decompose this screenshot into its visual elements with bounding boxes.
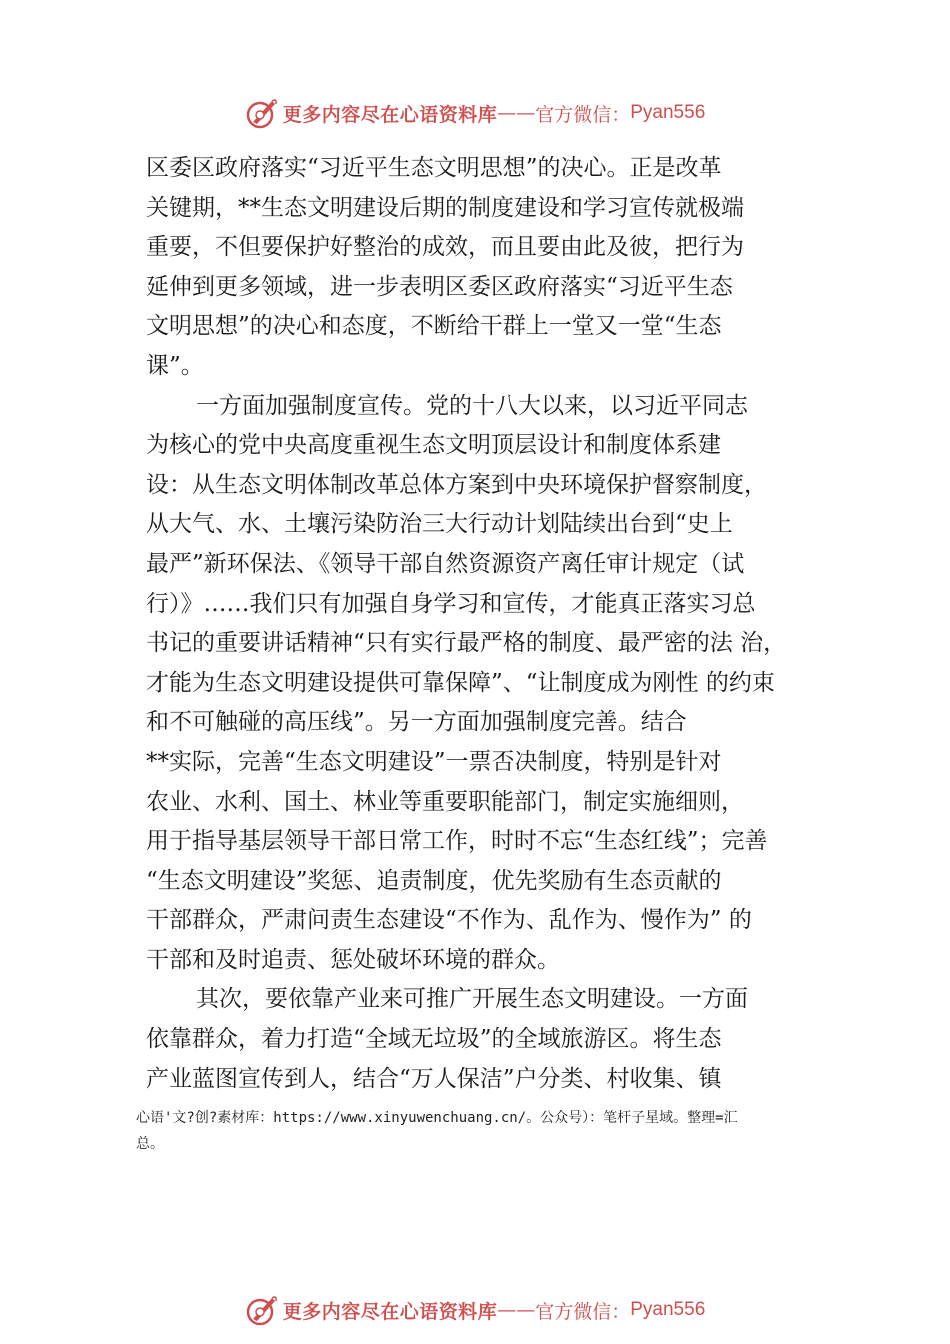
source-note [136, 1105, 856, 1157]
text-line: 干部和及时追责、惩处破坏环境的群众。 [146, 946, 560, 973]
text-line: 一方面加强制度宣传。党的十八大以来，以习近平同志 [196, 392, 748, 419]
banner-dash: —— [497, 1299, 536, 1321]
text-line: 依靠群众，着力打造“全域无垃圾”的全域旅游区。将生态 [146, 1026, 722, 1053]
banner-main-text: 更多内容尽在心语资料库 [282, 103, 498, 126]
text-line: 从大气、水、土壤污染防治三大行动计划陆续出台到“史上 [146, 511, 733, 538]
text-line: 行）》……我们只有加强自身学习和宣传，才能真正落实习总 [146, 590, 756, 617]
source-note-line: 心语'文?创?素材库：https://www.xinyuwenchuang.cn/。公众号）：笔杆子星域。整理=汇 [136, 1110, 738, 1126]
text-line: 延伸到更多领域，进一步表明区委区政府落实“习近平生态 [146, 273, 733, 300]
text-line: 才能为生态文明建设提供可靠保障”、“让制度成为刚性 的约束 [146, 669, 775, 696]
paragraph [146, 980, 826, 1099]
text-line: 书记的重要讲话精神“只有实行最严格的制度、最严密的法 治， [146, 630, 787, 657]
quill-logo-icon [245, 1293, 279, 1327]
text-line: 其次，要依靠产业来可推广开展生态文明建设。一方面 [196, 986, 748, 1013]
banner-main-text: 更多内容尽在心语资料库 [282, 1300, 498, 1323]
text-line: 产业蓝图宣传到人，结合“万人保洁”户分类、村收集、镇 [146, 1065, 722, 1092]
banner-wechat-id: Pyan556 [630, 1299, 706, 1320]
banner-dash: —— [497, 102, 536, 124]
text-line: 用于指导基层领导干部日常工作，时时不忘“生态红线”；完善 [146, 828, 768, 855]
text-line: 文明思想”的决心和态度，不断给干群上一堂又一堂“生态 [146, 313, 722, 340]
text-line: 区委区政府落实“习近平生态文明思想”的决心。正是改革 [146, 155, 722, 181]
quill-logo-icon [245, 96, 279, 130]
header-banner [0, 93, 950, 133]
banner-wechat-label: 官方微信： [535, 103, 631, 126]
text-line: 设：从生态文明体制改革总体方案到中央环境保护督察制度， [146, 471, 767, 498]
text-line: 农业、水利、国土、林业等重要职能部门，制定实施细则， [146, 788, 744, 815]
paragraph [146, 149, 826, 387]
document-body [146, 149, 826, 1099]
text-line: **实际，完善“生态文明建设”一票否决制度，特别是针对 [146, 748, 722, 775]
banner-wechat-id: Pyan556 [630, 102, 706, 123]
text-line: 关键期，**生态文明建设后期的制度建设和学习宣传就极端 [146, 194, 744, 221]
banner-wechat-label: 官方微信： [535, 1300, 631, 1323]
text-line: 为核心的党中央高度重视生态文明顶层设计和制度体系建 [146, 432, 721, 459]
text-line: 课”。 [146, 352, 204, 379]
text-line: 和不可触碰的高压线”。另一方面加强制度完善。结合 [146, 709, 687, 736]
paragraph [146, 387, 826, 981]
text-line: 干部群众，严肃问责生态建设“不作为、乱作为、慢作为” 的 [146, 907, 752, 934]
text-line: “生态文明建设”奖惩、追责制度，优先奖励有生态贡献的 [146, 867, 722, 894]
text-line: 最严”新环保法、《领导干部自然资源资产离任审计规定（试 [146, 550, 745, 577]
source-note-line: 总。 [136, 1136, 164, 1152]
footer-banner [0, 1290, 950, 1330]
text-line: 重要，不但要保护好整治的成效，而且要由此及彼，把行为 [146, 234, 744, 261]
